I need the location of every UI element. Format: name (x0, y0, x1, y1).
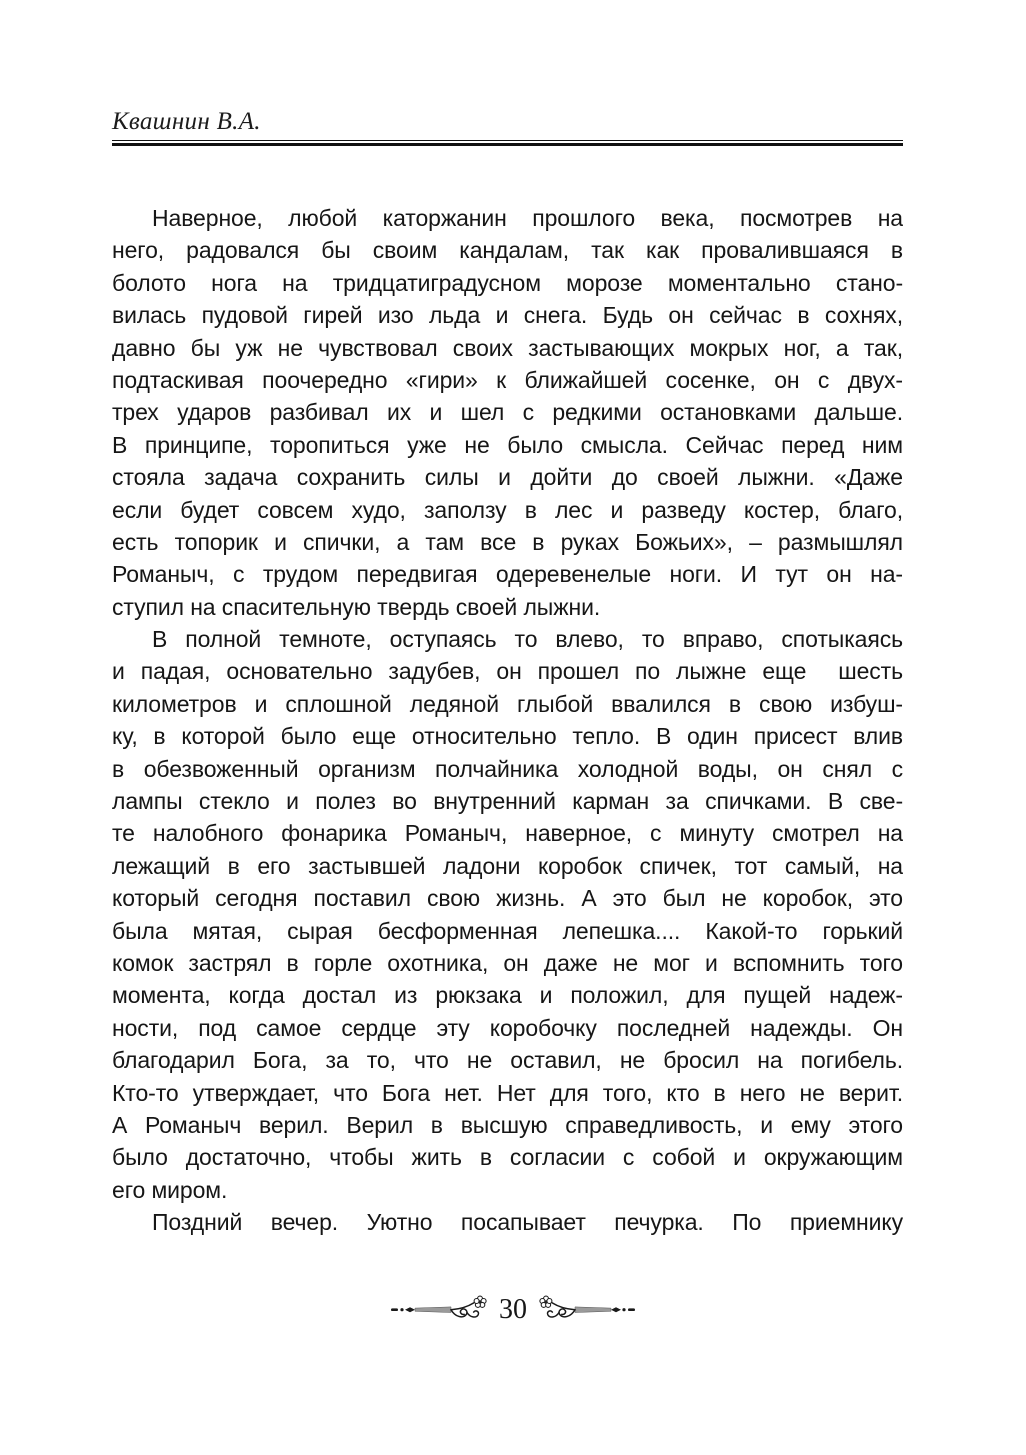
text-line: ступил на спасительную твердь своей лыжни. (112, 593, 601, 620)
text-line: Романыч, с трудом передвигая одеревенелые ноги. И тут он на- (112, 561, 903, 588)
text-line: те налобного фонарика Романыч, наверное, с минуту смотрел на (112, 820, 903, 847)
text-line: трех ударов разбивал их и шел с редкими остановками дальше. (112, 399, 903, 426)
text-line: ности, под самое сердце эту коробочку последней надежды. Он (112, 1014, 903, 1041)
text-line: Кто-то утверждает, что Бога нет. Нет для того, кто в него не верит. (112, 1079, 903, 1106)
text-line: благодарил Бога, за то, что не оставил, не бросил на погибель. (112, 1047, 903, 1074)
running-header (112, 108, 903, 136)
text-line: А Романыч верил. Верил в высшую справедливость, и ему этого (112, 1111, 903, 1138)
text-line: была мятая, сырая бесформенная лепешка.... Какой-то горький (112, 917, 903, 944)
header-rule (112, 140, 903, 146)
text-line: ку, в которой было еще относительно тепло. В один присест влив (112, 723, 903, 750)
text-line: подтаскивая поочередно «гири» к ближайшей сосенке, он с двух- (112, 366, 903, 393)
text-line: лампы стекло и полез во внутренний карман за спичками. В све- (112, 788, 903, 815)
text-line: в обезвоженный организм полчайника холодной воды, он снял с (112, 755, 903, 782)
page-footer (0, 1294, 1026, 1326)
text-line: болото нога на тридцатиградусном морозе моментально стано- (112, 269, 903, 296)
text-line: стояла задача сохранить силы и дойти до своей лыжни. «Даже (112, 464, 903, 491)
text-line: который сегодня поставил свою жизнь. А это был не коробок, это (112, 885, 903, 912)
text-line: момента, когда достал из рюкзака и положил, для пущей надеж- (112, 982, 903, 1009)
flourish-left-icon (391, 1294, 491, 1326)
author-name: Квашнин В.А. (112, 108, 261, 135)
body-text (112, 202, 903, 1239)
text-line: вилась пудовой гирей изо льда и снега. Будь он сейчас в сохнях, (112, 302, 903, 329)
text-line: него, радовался бы своим кандалам, так как провалившаяся в (112, 237, 903, 264)
text-line: комок застрял в горле охотника, он даже не мог и вспомнить того (112, 949, 903, 976)
text-line: лежащий в его застывшей ладони коробок спичек, тот самый, на (112, 852, 903, 879)
text-line: его миром. (112, 1176, 228, 1203)
text-line: Поздний вечер. Уютно посапывает печурка. По приемнику (152, 1209, 903, 1236)
text-line: если будет совсем худо, заползу в лес и разведу костер, благо, (112, 496, 903, 523)
text-line: В принципе, торопиться уже не было смысла. Сейчас перед ним (112, 431, 903, 458)
text-line: В полной темноте, оступаясь то влево, то вправо, спотыкаясь (152, 626, 903, 653)
text-line: и падая, основательно задубев, он прошел по лыжне еще шесть (112, 658, 903, 685)
text-line: было достаточно, чтобы жить в согласии с собой и окружающим (112, 1144, 903, 1171)
text-line: есть топорик и спички, а там все в руках Божьих», – размышлял (112, 528, 903, 555)
text-line: Наверное, любой каторжанин прошлого века, посмотрев на (152, 205, 903, 231)
text-line: давно бы уж не чувствовал своих застывающих мокрых ног, а так, (112, 334, 903, 361)
page-number: 30 (499, 1294, 527, 1325)
flourish-right-icon (535, 1294, 635, 1326)
text-line: километров и сплошной ледяной глыбой ввалился в свою избуш- (112, 690, 903, 717)
